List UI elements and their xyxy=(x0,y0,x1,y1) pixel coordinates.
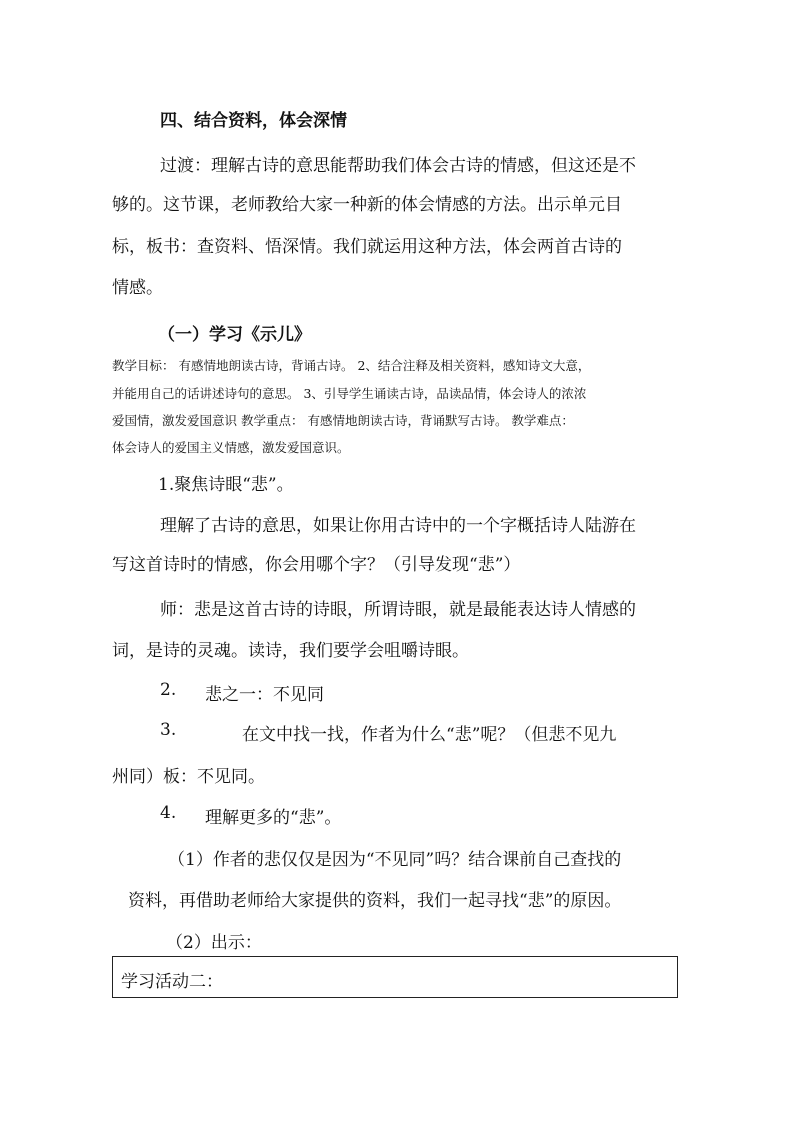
objectives-line-4: 体会诗人的爱国主义情感，激发爱国意识。 xyxy=(112,440,350,455)
section-heading: 四、结合资料，体会深情 xyxy=(160,111,347,131)
teacher-line-1: 师：悲是这首古诗的诗眼，所谓诗眼，就是最能表达诗人情感的 xyxy=(160,600,636,620)
step-3-number: 3. xyxy=(160,720,177,740)
step-4-text: 理解更多的“悲”。 xyxy=(205,808,342,828)
sub-1-line-1: （1）作者的悲仅仅是因为“不见同”吗？结合课前自己查找的 xyxy=(168,850,622,870)
step-1-line-2: 写这首诗时的情感，你会用哪个字？（引导发现“悲”） xyxy=(112,555,521,575)
objectives-line-2: 并能用自己的话讲述诗句的意思。 3、引导学生诵读古诗，品读品情，体会诗人的浓浓 xyxy=(112,386,587,401)
teacher-line-2: 词，是诗的灵魂。读诗，我们要学会咀嚼诗眼。 xyxy=(112,641,469,661)
activity-box-label: 学习活动二： xyxy=(121,972,223,992)
step-1-heading: 1.聚焦诗眼“悲”。 xyxy=(158,475,294,495)
sub-1-line-2: 资料，再借助老师给大家提供的资料，我们一起寻找“悲”的原因。 xyxy=(128,891,622,911)
activity-box xyxy=(112,956,678,998)
subheading-shier: （一）学习《示儿》 xyxy=(158,325,311,345)
step-1-line-1: 理解了古诗的意思，如果让你用古诗中的一个字概括诗人陆游在 xyxy=(160,516,636,536)
objectives-line-3: 爱国情，激发爱国意识 教学重点： 有感情地朗读古诗，背诵默写古诗。 教学难点： xyxy=(112,413,574,428)
transition-line-1: 过渡：理解古诗的意思能帮助我们体会古诗的情感，但这还是不 xyxy=(160,156,636,176)
transition-line-4: 情感。 xyxy=(112,278,163,298)
objectives-line-1: 教学目标： 有感情地朗读古诗，背诵古诗。 2、结合注释及相关资料，感知诗文大意， xyxy=(112,358,591,373)
transition-line-3: 标，板书：查资料、悟深情。我们就运用这种方法，体会两首古诗的 xyxy=(112,237,622,257)
step-2-number: 2. xyxy=(160,680,177,700)
step-4-number: 4. xyxy=(160,803,177,823)
sub-2-heading: （2）出示： xyxy=(166,933,262,953)
step-3-continuation: 州同）板：不见同。 xyxy=(112,767,265,787)
step-2-text: 悲之一：不见同 xyxy=(205,685,324,705)
transition-line-2: 够的。这节课，老师教给大家一种新的体会情感的方法。出示单元目 xyxy=(112,195,622,215)
step-3-text: 在文中找一找，作者为什么“悲”呢？（但悲不见九 xyxy=(242,725,617,745)
